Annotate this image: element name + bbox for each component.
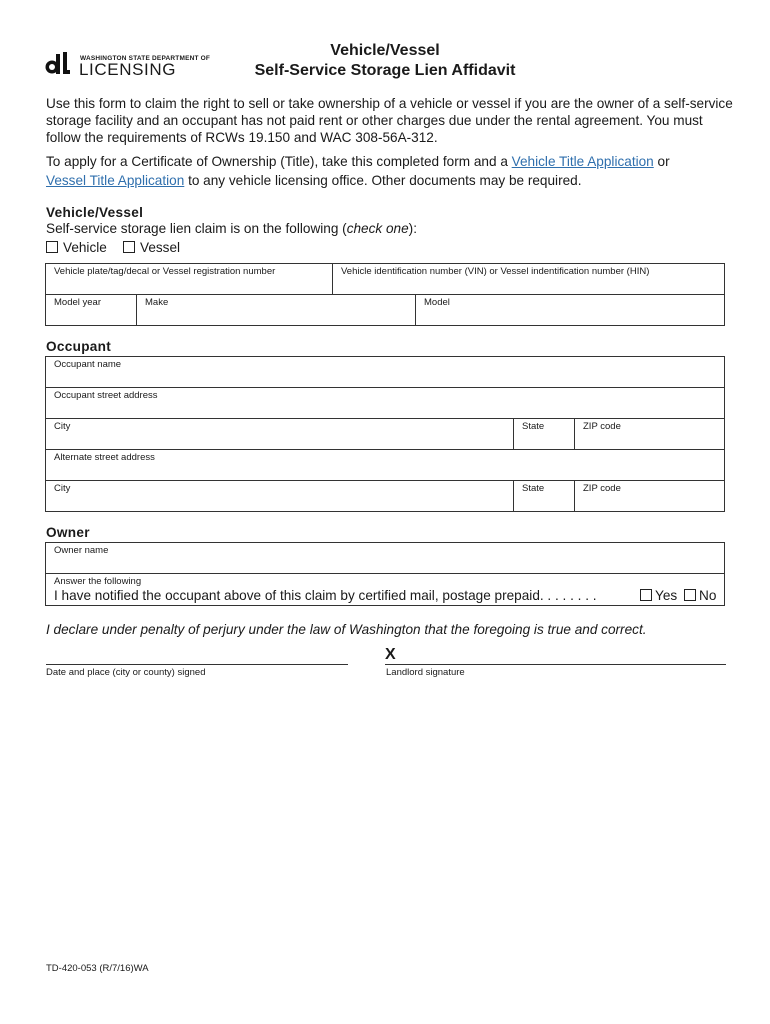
logo-department-text: WASHINGTON STATE DEPARTMENT OF [80, 55, 211, 62]
claim-instruction [46, 221, 417, 236]
yes-label: Yes [655, 588, 678, 603]
claim-text-start: Self-service storage lien claim is on the following ( [46, 221, 347, 236]
occupant-heading: Occupant [46, 339, 112, 354]
signature-line[interactable] [385, 664, 726, 665]
signature-x-mark: X [385, 646, 396, 663]
date-place-label: Date and place (city or county) signed [46, 667, 206, 678]
occupant-zip-label: ZIP code [583, 421, 621, 432]
vessel-option[interactable] [123, 240, 180, 255]
alternate-zip-label: ZIP code [583, 483, 621, 494]
vehicle-vessel-heading: Vehicle/Vessel [46, 205, 144, 220]
alternate-city-field[interactable] [45, 480, 514, 512]
owner-heading: Owner [46, 525, 90, 540]
yes-option[interactable] [640, 588, 677, 603]
plate-field[interactable] [45, 263, 333, 295]
occupant-name-label: Occupant name [54, 359, 122, 370]
vessel-title-application-link[interactable]: Vessel Title Application [46, 173, 185, 188]
alternate-street-label: Alternate street address [54, 452, 155, 463]
owner-name-label: Owner name [54, 545, 109, 556]
vehicle-title-application-link[interactable]: Vehicle Title Application [511, 154, 654, 169]
vessel-checkbox[interactable] [123, 241, 135, 253]
claim-text-end: ): [408, 221, 417, 236]
make-label: Make [145, 297, 169, 308]
model-field[interactable] [415, 294, 725, 326]
vin-field-label: Vehicle identification number (VIN) or Vessel indentification number (HIN) [341, 266, 650, 277]
date-place-line[interactable] [46, 664, 348, 665]
apply-paragraph [46, 152, 736, 190]
perjury-declaration: I declare under penalty of perjury under the law of Washington that the foregoing is true and correct. [46, 622, 647, 637]
vehicle-checkbox[interactable] [46, 241, 58, 253]
vessel-option-label: Vessel [140, 240, 181, 255]
occupant-name-field[interactable] [45, 356, 725, 388]
model-label: Model [424, 297, 450, 308]
occupant-state-label: State [522, 421, 545, 432]
intro-paragraph: Use this form to claim the right to sell or take ownership of a vehicle or vessel if you are the owner of a self-service storage facility and an occupant has not paid rent or other charges due under the rental agreement. You must follow the requirements of RCWs 19.150 and WAC 308-56A-312. [46, 96, 733, 145]
apply-text-start: To apply for a Certificate of Ownership (Title), take this completed form and a [46, 154, 512, 169]
alternate-street-field[interactable] [45, 449, 725, 481]
model-year-field[interactable] [45, 294, 137, 326]
dol-logo-icon [44, 50, 70, 76]
alternate-state-field[interactable] [513, 480, 575, 512]
vehicle-option-label: Vehicle [63, 240, 107, 255]
alternate-city-label: City [54, 483, 71, 494]
occupant-street-field[interactable] [45, 387, 725, 419]
occupant-street-label: Occupant street address [54, 390, 158, 401]
yes-checkbox[interactable] [640, 589, 652, 601]
notification-question: I have notified the occupant above of this claim by certified mail, postage prepaid. . . . . . . . [54, 588, 597, 603]
vehicle-option[interactable] [46, 240, 107, 255]
answer-following-label: Answer the following [54, 576, 142, 587]
model-year-label: Model year [54, 297, 101, 308]
occupant-city-label: City [54, 421, 71, 432]
make-field[interactable] [136, 294, 416, 326]
claim-text-italic: check one [346, 221, 409, 236]
apply-text-end: to any vehicle licensing office. Other documents may be required. [184, 173, 582, 188]
form-number: TD-420-053 (R/7/16)WA [46, 963, 149, 974]
apply-text-mid: or [653, 154, 670, 169]
alternate-zip-field[interactable] [574, 480, 725, 512]
no-checkbox[interactable] [684, 589, 696, 601]
plate-field-label: Vehicle plate/tag/decal or Vessel registration number [54, 266, 276, 277]
occupant-state-field[interactable] [513, 418, 575, 450]
signature-label: Landlord signature [386, 667, 465, 678]
occupant-zip-field[interactable] [574, 418, 725, 450]
vin-field[interactable] [332, 263, 725, 295]
occupant-city-field[interactable] [45, 418, 514, 450]
form-title-line1: Vehicle/Vessel [330, 42, 440, 59]
owner-name-field[interactable] [45, 542, 725, 574]
logo-licensing-text: LICENSING [79, 60, 177, 79]
form-title-line2: Self-Service Storage Lien Affidavit [254, 62, 516, 79]
no-label: No [699, 588, 717, 603]
no-option[interactable] [684, 588, 716, 603]
alternate-state-label: State [522, 483, 545, 494]
